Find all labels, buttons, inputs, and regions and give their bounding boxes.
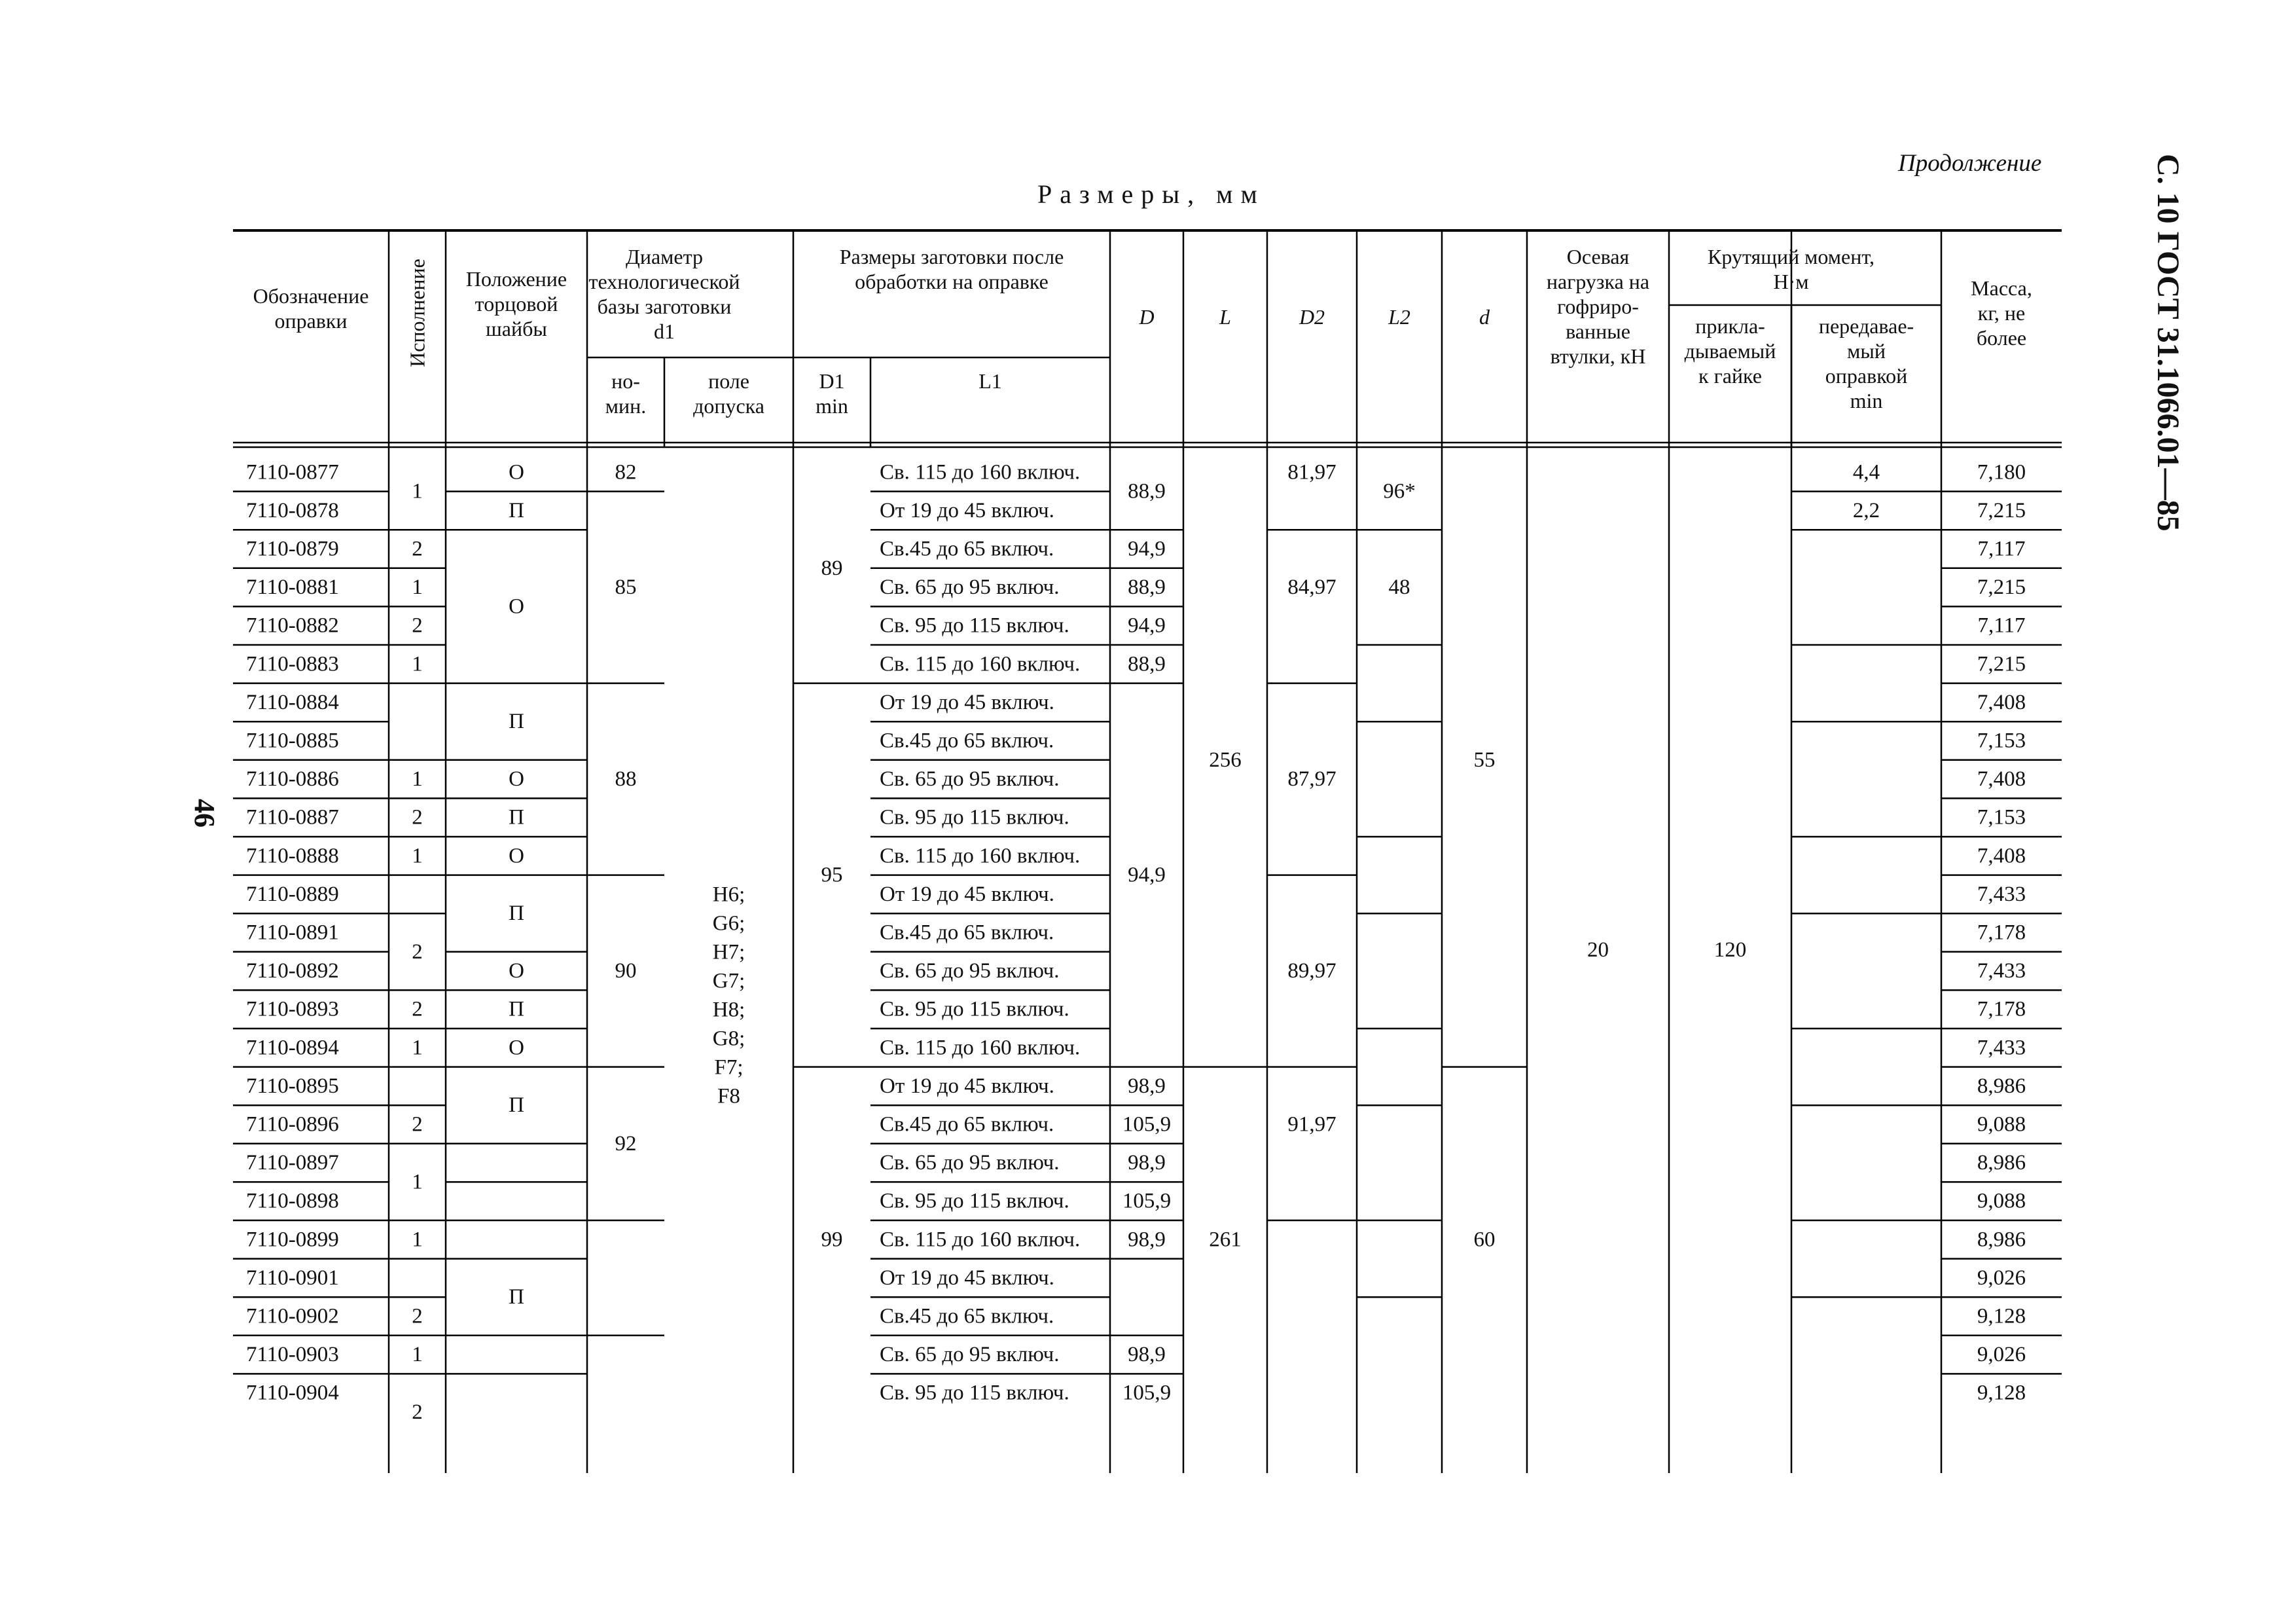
mass-cell: 7,433 (1977, 1036, 2026, 1060)
l1-cell: От 19 до 45 включ. (880, 882, 1054, 906)
header-torque: Крутящий момент, (1708, 245, 1874, 268)
l1-cell: Св.45 до 65 включ. (880, 1112, 1054, 1137)
mass-cell: 7,178 (1977, 997, 2026, 1021)
designation-cell: 7110-0883 (246, 652, 339, 676)
l1-cell: От 19 до 45 включ. (880, 1074, 1054, 1098)
version-cell: 2 (412, 997, 423, 1021)
l1-cell: Св. 115 до 160 включ. (880, 652, 1081, 676)
D2-cell: 91,97 (1287, 1112, 1336, 1137)
D-cell: 88,9 (1128, 575, 1166, 600)
tolerance-field-cell: G8; (712, 1027, 745, 1051)
header-base-diameter: технологической (588, 270, 740, 293)
version-cell: 1 (412, 652, 423, 676)
header-axial-load: гофриро- (1557, 295, 1639, 318)
header-torque: Н·м (1773, 270, 1809, 293)
mass-cell: 9,128 (1977, 1304, 2026, 1328)
D-cell: 98,9 (1128, 1343, 1166, 1367)
transmitted-torque-cell: 4,4 (1852, 460, 1880, 484)
washer-position-cell: П (509, 805, 524, 830)
mass-cell: 8,986 (1977, 1074, 2026, 1098)
tolerance-field-cell: Н8; (712, 998, 745, 1022)
version-cell: 2 (412, 939, 423, 964)
tolerance-field-cell: G7; (712, 969, 745, 993)
d1-min-cell: 95 (821, 863, 843, 887)
header-designation: оправки (274, 309, 348, 333)
header-nominal: мин. (605, 394, 647, 418)
header-applied-torque: к гайке (1698, 364, 1762, 388)
l1-cell: Св. 65 до 95 включ. (880, 959, 1060, 983)
version-cell: 1 (412, 479, 423, 503)
l1-cell: Св. 65 до 95 включ. (880, 767, 1060, 792)
version-cell: 1 (412, 844, 423, 868)
header-d1-min: D1 (819, 369, 845, 393)
D-cell: 88,9 (1128, 652, 1166, 676)
header-tolerance-field: поле (708, 369, 749, 393)
l1-cell: Св. 115 до 160 включ. (880, 460, 1081, 484)
nominal-cell: 85 (615, 575, 637, 600)
header-washer-position: шайбы (486, 317, 547, 340)
designation-cell: 7110-0892 (246, 959, 339, 983)
continuation-label: Продолжение (1898, 150, 2042, 177)
nominal-cell: 90 (615, 959, 637, 983)
designation-cell: 7110-0899 (246, 1228, 339, 1252)
D-cell: 105,9 (1122, 1381, 1172, 1405)
header-version: Исполнение (405, 259, 429, 367)
washer-position-cell: П (509, 498, 524, 522)
designation-cell: 7110-0903 (246, 1343, 339, 1367)
designation-cell: 7110-0877 (246, 460, 339, 484)
version-cell: 2 (412, 805, 423, 830)
l1-cell: Св. 95 до 115 включ. (880, 997, 1069, 1021)
washer-position-cell: О (509, 1036, 524, 1060)
designation-cell: 7110-0884 (246, 690, 339, 714)
version-cell: 1 (412, 1036, 423, 1060)
header-mass: Масса, (1971, 276, 2032, 300)
designation-cell: 7110-0882 (246, 613, 339, 638)
d1-min-cell: 89 (821, 556, 843, 580)
designation-cell: 7110-0881 (246, 575, 339, 600)
mass-cell: 9,128 (1977, 1381, 2026, 1405)
l1-cell: Св. 65 до 95 включ. (880, 575, 1060, 600)
D-cell: 94,9 (1128, 537, 1166, 561)
header-transmitted-torque: оправкой (1825, 364, 1908, 388)
page-number: 46 (188, 799, 221, 828)
designation-cell: 7110-0897 (246, 1151, 339, 1175)
D2-cell: 89,97 (1287, 959, 1336, 983)
designation-cell: 7110-0879 (246, 537, 339, 561)
l1-cell: Св.45 до 65 включ. (880, 537, 1054, 561)
header-transmitted-torque: мый (1847, 339, 1886, 363)
washer-position-cell: П (509, 1285, 524, 1309)
washer-position-cell: О (509, 767, 524, 792)
header-mass: более (1976, 326, 2027, 350)
D-cell: 105,9 (1122, 1189, 1172, 1213)
l1-cell: Св. 95 до 115 включ. (880, 805, 1069, 830)
header-transmitted-torque: передавае- (1818, 314, 1914, 338)
mass-cell: 9,026 (1977, 1343, 2026, 1367)
l1-cell: От 19 до 45 включ. (880, 690, 1054, 714)
mass-cell: 7,408 (1977, 767, 2026, 792)
applied-torque-cell: 120 (1713, 938, 1747, 962)
header-axial-load: втулки, кН (1550, 344, 1646, 368)
designation-cell: 7110-0894 (246, 1036, 339, 1060)
l1-cell: Св. 65 до 95 включ. (880, 1151, 1060, 1175)
washer-position-cell: О (509, 844, 524, 868)
mass-cell: 7,180 (1977, 460, 2026, 484)
header-l1: L1 (978, 369, 1002, 393)
designation-cell: 7110-0888 (246, 844, 339, 868)
l1-cell: Св. 95 до 115 включ. (880, 1189, 1069, 1213)
mass-cell: 7,215 (1977, 652, 2026, 676)
header-nominal: но- (611, 369, 640, 393)
header-applied-torque: прикла- (1695, 314, 1765, 338)
nominal-cell: 82 (615, 460, 637, 484)
header-applied-torque: дываемый (1684, 339, 1776, 363)
washer-position-cell: П (509, 1093, 524, 1118)
designation-cell: 7110-0896 (246, 1112, 339, 1137)
version-cell: 2 (412, 537, 423, 561)
designation-cell: 7110-0887 (246, 805, 339, 830)
l1-cell: Св. 115 до 160 включ. (880, 844, 1081, 868)
d-cell: 60 (1473, 1228, 1496, 1252)
mass-cell: 7,215 (1977, 575, 2026, 600)
D2-cell: 87,97 (1287, 767, 1336, 792)
L-cell: 256 (1209, 748, 1242, 772)
designation-cell: 7110-0889 (246, 882, 339, 906)
washer-position-cell: П (509, 902, 524, 926)
designation-cell: 7110-0891 (246, 921, 339, 945)
l1-cell: Св.45 до 65 включ. (880, 1304, 1054, 1328)
mass-cell: 9,026 (1977, 1266, 2026, 1290)
L-cell: 261 (1209, 1228, 1242, 1252)
D-cell: 105,9 (1122, 1112, 1172, 1137)
header-base-diameter: Диаметр (626, 245, 703, 268)
nominal-cell: 92 (615, 1131, 637, 1156)
designation-cell: 7110-0886 (246, 767, 339, 792)
L2-cell: 96* (1383, 479, 1416, 503)
D-cell: 94,9 (1128, 863, 1166, 887)
D-cell: 94,9 (1128, 613, 1166, 638)
header-D: D (1139, 305, 1155, 329)
l1-cell: Св. 115 до 160 включ. (880, 1036, 1081, 1060)
header-blank-sizes: обработки на оправке (855, 270, 1049, 293)
designation-cell: 7110-0885 (246, 729, 339, 753)
D-cell: 88,9 (1128, 479, 1166, 503)
d-cell: 55 (1473, 748, 1496, 772)
header-base-diameter: d1 (654, 319, 675, 343)
D-cell: 98,9 (1128, 1074, 1166, 1098)
tolerance-field-cell: Н7; (712, 940, 745, 964)
washer-position-cell: О (509, 460, 524, 484)
mass-cell: 7,408 (1977, 690, 2026, 714)
version-cell: 2 (412, 1304, 423, 1328)
header-tolerance-field: допуска (693, 394, 764, 418)
header-washer-position: Положение (465, 267, 567, 291)
axial-load-cell: 20 (1587, 938, 1609, 962)
mass-cell: 8,986 (1977, 1151, 2026, 1175)
designation-cell: 7110-0893 (246, 997, 339, 1021)
tolerance-field-cell: G6; (712, 911, 745, 936)
mass-cell: 7,117 (1977, 613, 2026, 638)
l1-cell: Св.45 до 65 включ. (880, 921, 1054, 945)
version-cell: 1 (412, 1343, 423, 1367)
tolerance-field-cell: F8 (717, 1084, 740, 1108)
header-transmitted-torque: min (1850, 389, 1883, 412)
d1-min-cell: 99 (821, 1228, 843, 1252)
version-cell: 2 (412, 1400, 423, 1424)
tolerance-field-cell: Н6; (712, 883, 745, 907)
gost-code: С. 10 ГОСТ 31.1066.01—85 (2151, 154, 2185, 532)
l1-cell: От 19 до 45 включ. (880, 498, 1054, 522)
version-cell: 1 (412, 575, 423, 600)
header-d1-min: min (816, 394, 848, 418)
D-cell: 98,9 (1128, 1228, 1166, 1252)
header-washer-position: торцовой (475, 292, 558, 316)
washer-position-cell: П (509, 997, 524, 1021)
l1-cell: Св. 65 до 95 включ. (880, 1343, 1060, 1367)
mass-cell: 7,433 (1977, 959, 2026, 983)
nominal-cell: 88 (615, 767, 637, 792)
D2-cell: 81,97 (1287, 460, 1336, 484)
header-axial-load: Осевая (1566, 245, 1630, 268)
mass-cell: 7,153 (1977, 729, 2026, 753)
header-axial-load: ванные (1566, 319, 1630, 343)
header-D2: D2 (1299, 305, 1325, 329)
header-blank-sizes: Размеры заготовки после (839, 245, 1064, 268)
header-designation: Обозначение (253, 284, 369, 308)
version-cell: 1 (412, 1228, 423, 1252)
mass-cell: 9,088 (1977, 1189, 2026, 1213)
version-cell: 1 (412, 1170, 423, 1194)
mass-cell: 7,178 (1977, 921, 2026, 945)
mass-cell: 7,408 (1977, 844, 2026, 868)
designation-cell: 7110-0878 (246, 498, 339, 522)
header-L: L (1219, 305, 1231, 329)
D2-cell: 84,97 (1287, 575, 1336, 600)
mass-cell: 9,088 (1977, 1112, 2026, 1137)
L2-cell: 48 (1388, 575, 1410, 600)
mass-cell: 7,153 (1977, 805, 2026, 830)
designation-cell: 7110-0901 (246, 1266, 339, 1290)
designation-cell: 7110-0904 (246, 1381, 339, 1405)
l1-cell: Св. 115 до 160 включ. (880, 1228, 1081, 1252)
transmitted-torque-cell: 2,2 (1852, 498, 1880, 522)
header-L2: L2 (1388, 305, 1410, 329)
header-axial-load: нагрузка на (1546, 270, 1650, 293)
header-base-diameter: базы заготовки (597, 295, 732, 318)
designation-cell: 7110-0895 (246, 1074, 339, 1098)
D-cell: 98,9 (1128, 1151, 1166, 1175)
tolerance-field-cell: F7; (714, 1055, 744, 1080)
l1-cell: Св.45 до 65 включ. (880, 729, 1054, 753)
l1-cell: Св. 95 до 115 включ. (880, 613, 1069, 638)
designation-cell: 7110-0898 (246, 1189, 339, 1213)
header-mass: кг, не (1977, 301, 2026, 325)
header-d: d (1479, 305, 1490, 329)
washer-position-cell: П (509, 710, 524, 734)
mass-cell: 7,433 (1977, 882, 2026, 906)
designation-cell: 7110-0902 (246, 1304, 339, 1328)
version-cell: 2 (412, 1112, 423, 1137)
version-cell: 2 (412, 613, 423, 638)
washer-position-cell: О (509, 594, 524, 619)
washer-position-cell: О (509, 959, 524, 983)
mass-cell: 7,117 (1977, 537, 2026, 561)
mass-cell: 8,986 (1977, 1228, 2026, 1252)
version-cell: 1 (412, 767, 423, 792)
l1-cell: Св. 95 до 115 включ. (880, 1381, 1069, 1405)
sizes-caption: Размеры, мм (1037, 179, 1265, 209)
l1-cell: От 19 до 45 включ. (880, 1266, 1054, 1290)
mass-cell: 7,215 (1977, 498, 2026, 522)
